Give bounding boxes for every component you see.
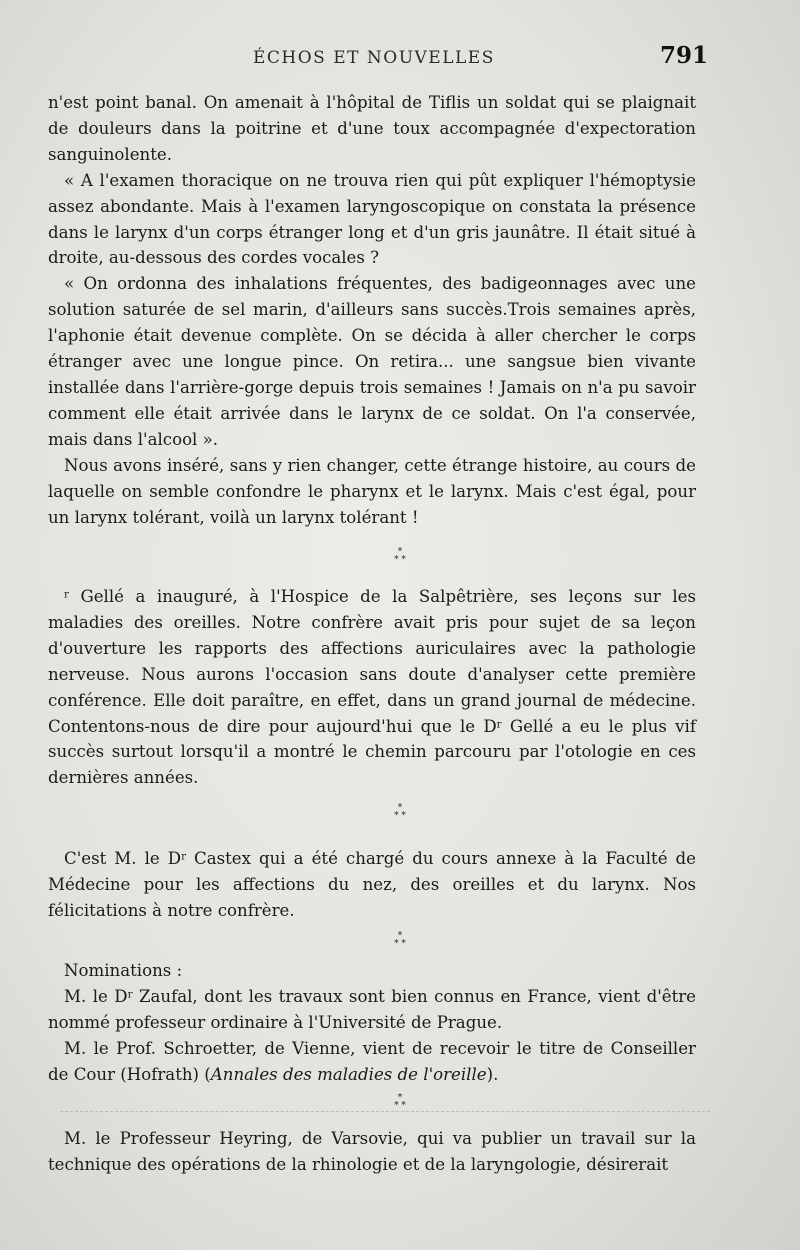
paragraph	[48, 584, 696, 791]
superscript: r	[181, 850, 186, 863]
paragraph	[48, 984, 696, 1036]
asterism-separator	[0, 804, 800, 820]
section-heading: Nominations :	[64, 961, 183, 980]
superscript: r	[127, 988, 133, 1001]
section-heyring	[48, 1126, 696, 1178]
text-run: Zaufal, dont les travaux sont bien connus en France, vient d'être nommé professeur ordinaire à l'Université de Prague.	[48, 986, 697, 1032]
divider	[60, 1111, 710, 1112]
section-leech-story	[48, 90, 696, 530]
text-run: M. le D	[64, 986, 128, 1006]
asterism-top-star: *	[397, 1093, 403, 1103]
section-nominations	[48, 958, 696, 1088]
text-run: C'est M. le D	[64, 849, 182, 868]
text-run: ).	[486, 1064, 499, 1084]
asterism-bottom-stars: * *	[394, 555, 406, 565]
asterism-separator	[0, 1094, 800, 1110]
paragraph: Nous avons inséré, sans y rien changer, cette étrange histoire, au cours de laquelle on semble confondre le pharynx et le larynx. Mais c'est égal, pour un larynx tolérant, voilà un larynx tolérant !	[48, 455, 696, 527]
asterism-bottom-stars: * *	[394, 939, 406, 949]
asterism-top-star: *	[397, 931, 403, 941]
text-run: Gellé a inauguré, à l'Hospice de la Salpêtrière, ses leçons sur les maladies des oreilles. Notre confrère avait pris pour sujet de sa leçon d'ouverture les rapports des affections auriculaires avec la pathologie nerveuse. Nous aurons l'occasion sans doute d'analyser cette première conférence. Elle doit paraître, en effet, dans un grand journal de médecine. Contentons-nous de dire pour aujourd'hui que le D	[48, 587, 696, 736]
page-number: 791	[659, 42, 708, 69]
italic-citation: Annales des maladies de l'oreille	[210, 1064, 487, 1084]
text-run: Gellé a eu le plus vif succès surtout lorsqu'il a montré le chemin parcouru par l'otologie en ces dernières années.	[48, 716, 696, 788]
running-head	[48, 42, 708, 78]
asterism-bottom-stars: * *	[394, 1101, 406, 1111]
paragraph	[48, 846, 696, 924]
text-run: M. le Prof. Schroetter, de Vienne, vient de recevoir le titre de Conseiller de Cour (Hofrath) (	[48, 1038, 696, 1084]
asterism-top-star: *	[397, 803, 403, 813]
section-castex-course	[48, 846, 696, 924]
superscript: r	[64, 588, 69, 601]
paragraph	[48, 1036, 696, 1088]
asterism-bottom-stars: * *	[394, 811, 406, 821]
asterism-top-star: *	[397, 547, 403, 557]
paragraph: « On ordonna des inhalations fréquentes, des badigeonnages avec une solution saturée de sel marin, d'ailleurs sans succès.Trois semaines après, l'aphonie était devenue complète. On se décida à aller chercher le corps étranger avec une longue pince. On retira... une sangsue bien vivante installée dans l'arrière-gorge depuis trois semaines ! Jamais on n'a pu savoir comment elle était arrivée dans le larynx de ce soldat. On l'a conservée, mais dans l'alcool ».	[48, 274, 696, 449]
running-title: ÉCHOS ET NOUVELLES	[253, 48, 495, 68]
section-gelle-lessons	[48, 584, 696, 791]
asterism-separator	[0, 932, 800, 948]
paragraph: M. le Professeur Heyring, de Varsovie, qui va publier un travail sur la technique des opérations de la rhinologie et de la laryngologie, désirerait	[48, 1129, 696, 1174]
text-run: Castex qui a été chargé du cours annexe à la Faculté de Médecine pour les affections du nez, des oreilles et du larynx. Nos félicitations à notre confrère.	[48, 849, 696, 920]
paragraph: n'est point banal. On amenait à l'hôpital de Tiflis un soldat qui se plaignait de douleurs dans la poitrine et d'une toux accompagnée d'expectoration sanguinolente.	[48, 93, 696, 164]
paragraph: « A l'examen thoracique on ne trouva rien qui pût expliquer l'hémoptysie assez abondante. Mais à l'examen laryngoscopique on constata la présence dans le larynx d'un corps étranger long et d'un gris jaunâtre. Il était situé à droite, au-dessous des cordes vocales ?	[48, 170, 696, 268]
asterism-separator	[0, 548, 800, 564]
superscript: r	[496, 717, 502, 730]
